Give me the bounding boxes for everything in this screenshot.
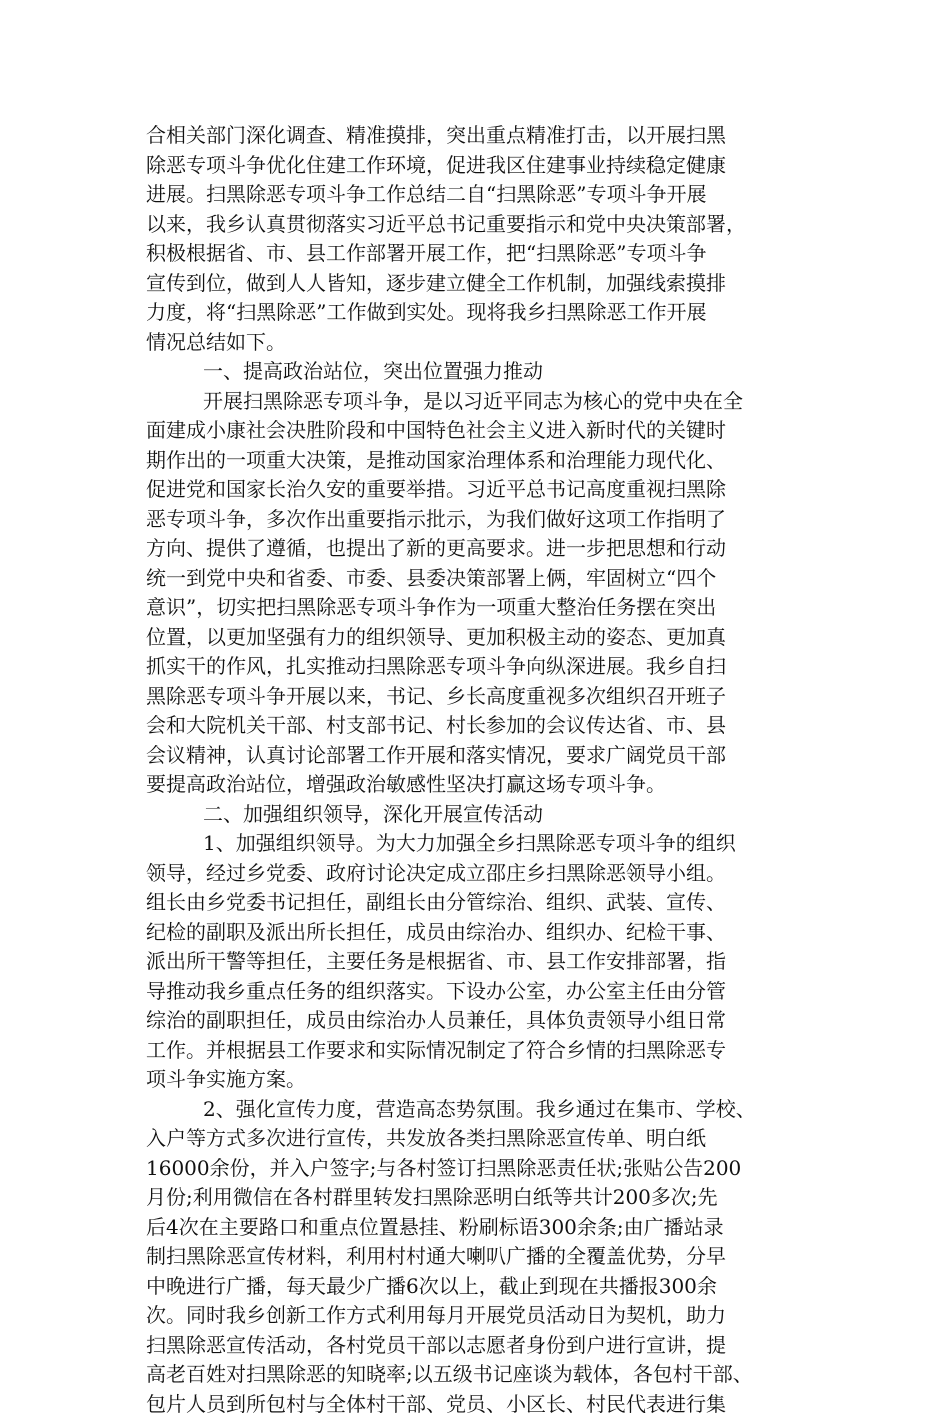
text-line: 次。同时我乡创新工作方式利用每月开展党员活动日为契机，助力 xyxy=(146,1301,826,1331)
text-line: 面建成小康社会决胜阶段和中国特色社会主义进入新时代的关键时 xyxy=(146,416,826,446)
text-line: 纪检的副职及派出所长担任，成员由综治办、组织办、纪检干事、 xyxy=(146,918,826,948)
text-line: 抓实干的作风，扎实推动扫黑除恶专项斗争向纵深进展。我乡自扫 xyxy=(146,652,826,682)
text-line: 综治的副职担任，成员由综治办人员兼任，具体负责领导小组日常 xyxy=(146,1006,826,1036)
text-line: 黑除恶专项斗争开展以来，书记、乡长高度重视多次组织召开班子 xyxy=(146,682,826,712)
text-line: 月份;利用微信在各村群里转发扫黑除恶明白纸等共计200多次;先 xyxy=(146,1183,826,1213)
section-heading: 二、加强组织领导，深化开展宣传活动 xyxy=(146,800,826,830)
section-heading: 一、提高政治站位，突出位置强力推动 xyxy=(146,357,826,387)
text-line: 16000余份，并入户签字;与各村签订扫黑除恶责任状;张贴公告200 xyxy=(146,1154,826,1184)
text-line: 统一到党中央和省委、市委、县委决策部署上俩，牢固树立“四个 xyxy=(146,564,826,594)
text-line: 以来，我乡认真贯彻落实习近平总书记重要指示和党中央决策部署， xyxy=(146,210,826,240)
text-line: 会议精神，认真讨论部署工作开展和落实情况，要求广阔党员干部 xyxy=(146,741,826,771)
text-line: 扫黑除恶宣传活动，各村党员干部以志愿者身份到户进行宣讲，提 xyxy=(146,1331,826,1361)
paragraph-first-line: 2、强化宣传力度，营造高态势氛围。我乡通过在集市、学校、 xyxy=(146,1095,826,1125)
text-line: 期作出的一项重大决策，是推动国家治理体系和治理能力现代化、 xyxy=(146,446,826,476)
text-line: 会和大院机关干部、村支部书记、村长参加的会议传达省、市、县 xyxy=(146,711,826,741)
text-line: 意识”，切实把扫黑除恶专项斗争作为一项重大整治任务摆在突出 xyxy=(146,593,826,623)
text-line: 方向、提供了遵循，也提出了新的更高要求。进一步把思想和行动 xyxy=(146,534,826,564)
paragraph-first-line: 开展扫黑除恶专项斗争，是以习近平同志为核心的党中央在全 xyxy=(146,387,826,417)
text-line: 派出所干警等担任，主要任务是根据省、市、县工作安排部署，指 xyxy=(146,947,826,977)
text-line: 宣传到位，做到人人皆知，逐步建立健全工作机制，加强线索摸排 xyxy=(146,269,826,299)
text-line: 位置，以更加坚强有力的组织领导、更加积极主动的姿态、更加真 xyxy=(146,623,826,653)
text-line: 领导，经过乡党委、政府讨论决定成立邵庄乡扫黑除恶领导小组。 xyxy=(146,859,826,889)
text-line: 恶专项斗争，多次作出重要指示批示，为我们做好这项工作指明了 xyxy=(146,505,826,535)
text-line: 入户等方式多次进行宣传，共发放各类扫黑除恶宣传单、明白纸 xyxy=(146,1124,826,1154)
text-line: 项斗争实施方案。 xyxy=(146,1065,826,1095)
text-line: 导推动我乡重点任务的组织落实。下设办公室，办公室主任由分管 xyxy=(146,977,826,1007)
paragraph-first-line: 1、加强组织领导。为大力加强全乡扫黑除恶专项斗争的组织 xyxy=(146,829,826,859)
text-line: 包片人员到所包村与全体村干部、党员、小区长、村民代表进行集 xyxy=(146,1390,826,1419)
text-line: 组长由乡党委书记担任，副组长由分管综治、组织、武装、宣传、 xyxy=(146,888,826,918)
text-line: 要提高政治站位，增强政治敏感性坚决打赢这场专项斗争。 xyxy=(146,770,826,800)
text-line: 制扫黑除恶宣传材料，利用村村通大喇叭广播的全覆盖优势，分早 xyxy=(146,1242,826,1272)
text-line: 积极根据省、市、县工作部署开展工作，把“扫黑除恶”专项斗争 xyxy=(146,239,826,269)
text-line: 除恶专项斗争优化住建工作环境，促进我区住建事业持续稳定健康 xyxy=(146,151,826,181)
text-line: 情况总结如下。 xyxy=(146,328,826,358)
document-body xyxy=(146,121,826,1419)
text-line: 中晚进行广播，每天最少广播6次以上，截止到现在共播报300余 xyxy=(146,1272,826,1302)
text-line: 力度，将“扫黑除恶”工作做到实处。现将我乡扫黑除恶工作开展 xyxy=(146,298,826,328)
text-line: 后4次在主要路口和重点位置悬挂、粉刷标语300余条;由广播站录 xyxy=(146,1213,826,1243)
text-line: 工作。并根据县工作要求和实际情况制定了符合乡情的扫黑除恶专 xyxy=(146,1036,826,1066)
text-line: 合相关部门深化调查、精准摸排，突出重点精准打击，以开展扫黑 xyxy=(146,121,826,151)
text-line: 促进党和国家长治久安的重要举措。习近平总书记高度重视扫黑除 xyxy=(146,475,826,505)
text-line: 高老百姓对扫黑除恶的知晓率;以五级书记座谈为载体，各包村干部、 xyxy=(146,1360,826,1390)
text-line: 进展。扫黑除恶专项斗争工作总结二自“扫黑除恶”专项斗争开展 xyxy=(146,180,826,210)
